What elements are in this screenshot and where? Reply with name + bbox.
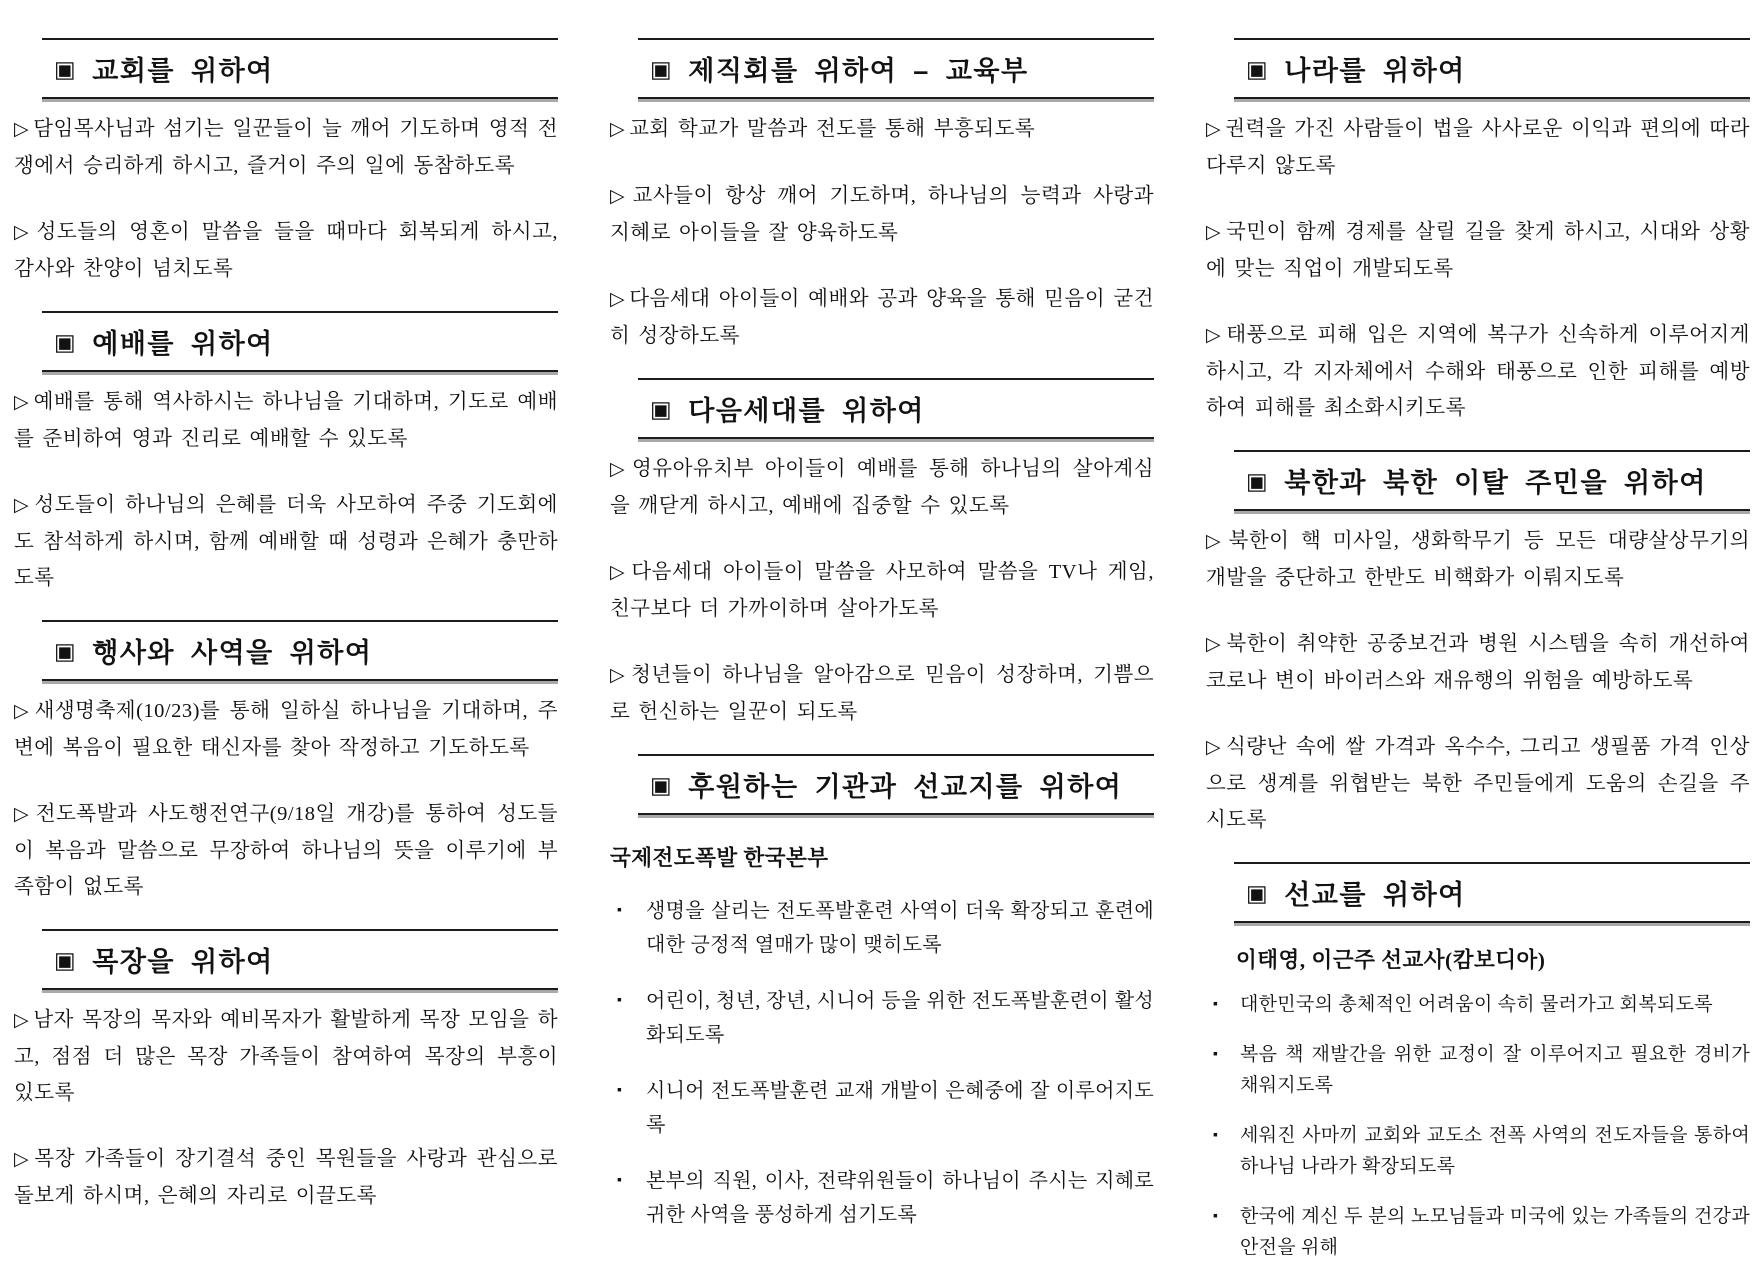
squared-square-marker-icon: ▣ (54, 329, 78, 355)
square-bullet-icon: ▪ (617, 1083, 623, 1098)
triangle-bullet-icon: ▷ (14, 804, 32, 825)
triangle-bullet-icon: ▷ (14, 222, 33, 243)
column-3 (1206, 38, 1750, 1282)
triangle-bullet-icon: ▷ (610, 186, 629, 207)
squared-square-marker-icon: ▣ (1246, 880, 1270, 906)
prayer-text: 새생명축제(10/23)를 통해 일하실 하나님을 기대하며, 주변에 복음이 필요한 태신자를 찾아 작정하고 기도하도록 (14, 700, 558, 759)
square-bullet-icon: ▪ (617, 993, 623, 1008)
section-header (1234, 450, 1750, 511)
prayer-item (610, 178, 1154, 251)
squared-square-marker-icon: ▣ (54, 56, 78, 82)
triangle-bullet-icon: ▷ (610, 459, 628, 480)
prayer-text: 생명을 살리는 전도폭발훈련 사역이 더욱 확장되고 훈련에 대한 긍정적 열매가 많이 맺히도록 (646, 900, 1154, 956)
section-title: 선교를 위하여 (1284, 880, 1466, 910)
prayer-item (14, 384, 558, 457)
section-next-generation (610, 378, 1154, 730)
square-bullet-icon: ▪ (617, 903, 623, 918)
square-bullet-icon: ▪ (1213, 997, 1219, 1012)
prayer-item (14, 796, 558, 905)
prayer-item (14, 1141, 558, 1214)
prayer-text: 세워진 사마끼 교회와 교도소 전폭 사역의 전도자들을 통하여 하나님 나라가 확장되도록 (1240, 1125, 1750, 1177)
prayer-text: 전도폭발과 사도행전연구(9/18일 개강)를 통하여 성도들이 복음과 말씀으로 무장하여 하나님의 뜻을 이루기에 부족함이 없도록 (14, 803, 558, 898)
triangle-bullet-icon: ▷ (1206, 634, 1223, 655)
section-worship (14, 311, 558, 596)
prayer-item (1206, 989, 1750, 1020)
prayer-item (610, 1164, 1154, 1232)
section-events-ministry (14, 620, 558, 905)
prayer-item (1206, 1039, 1750, 1101)
triangle-bullet-icon: ▷ (14, 392, 30, 413)
column-2 (610, 38, 1154, 1282)
prayer-text: 본부의 직원, 이사, 전략위원들이 하나님이 주시는 지혜로 귀한 사역을 풍성하게 섬기도록 (646, 1170, 1154, 1226)
section-title: 후원하는 기관과 선교지를 위하여 (688, 772, 1123, 802)
prayer-text: 교회 학교가 말씀과 전도를 통해 부흥되도록 (629, 118, 1036, 140)
prayer-item (14, 111, 558, 184)
triangle-bullet-icon: ▷ (610, 562, 628, 583)
triangle-bullet-icon: ▷ (1206, 531, 1225, 552)
section-header (42, 929, 558, 990)
section-header (1234, 38, 1750, 99)
prayer-text: 식량난 속에 쌀 가격과 옥수수, 그리고 생필품 가격 인상으로 생계를 위협받는 북한 주민들에게 도움의 손길을 주시도록 (1206, 736, 1750, 831)
prayer-item (610, 894, 1154, 962)
prayer-text: 한국에 계신 두 분의 노모님들과 미국에 있는 가족들의 건강과 안전을 위해 (1240, 1206, 1750, 1258)
section-title: 행사와 사역을 위하여 (92, 638, 373, 668)
prayer-text: 영유아유치부 아이들이 예배를 통해 하나님의 살아계심을 깨닫게 하시고, 예배에 집중할 수 있도록 (610, 458, 1154, 517)
prayer-text: 시니어 전도폭발훈련 교재 개발이 은혜중에 잘 이루어지도록 (646, 1080, 1154, 1136)
section-church (14, 38, 558, 287)
section-header (1234, 862, 1750, 923)
prayer-item (1206, 111, 1750, 184)
section-country (1206, 38, 1750, 426)
prayer-item (610, 281, 1154, 354)
triangle-bullet-icon: ▷ (14, 1149, 31, 1170)
triangle-bullet-icon: ▷ (610, 289, 626, 310)
prayer-text: 권력을 가진 사람들이 법을 사사로운 이익과 편의에 따라 다루지 않도록 (1206, 118, 1750, 177)
triangle-bullet-icon: ▷ (14, 1010, 30, 1031)
prayer-item (14, 1002, 558, 1111)
section-title: 북한과 북한 이탈 주민을 위하여 (1284, 468, 1707, 498)
triangle-bullet-icon: ▷ (1206, 222, 1222, 243)
prayer-text: 성도들의 영혼이 말씀을 들을 때마다 회복되게 하시고, 감사와 찬양이 넘치도록 (14, 221, 558, 280)
square-bullet-icon: ▪ (1213, 1209, 1219, 1224)
column-1 (14, 38, 558, 1282)
prayer-text: 성도들이 하나님의 은혜를 더욱 사모하여 주중 기도회에도 참석하게 하시며, 함께 예배할 때 성령과 은혜가 충만하도록 (14, 494, 558, 589)
prayer-text: 다음세대 아이들이 말씀을 사모하여 말씀을 TV나 게임, 친구보다 더 가까이하며 살아가도록 (610, 561, 1154, 620)
prayer-text: 국민이 함께 경제를 살릴 길을 찾게 하시고, 시대와 상황에 맞는 직업이 개발되도록 (1206, 221, 1750, 280)
section-title: 다음세대를 위하여 (688, 396, 925, 426)
prayer-item (1206, 523, 1750, 596)
prayer-text: 태풍으로 피해 입은 지역에 복구가 신속하게 이루어지게 하시고, 각 지자체에서 수해와 태풍으로 인한 피해를 예방하여 피해를 최소화시키도록 (1206, 324, 1750, 419)
section-title: 예배를 위하여 (92, 329, 274, 359)
prayer-text: 청년들이 하나님을 알아감으로 믿음이 성장하며, 기쁨으로 헌신하는 일꾼이 되도록 (610, 664, 1154, 723)
prayer-item (610, 111, 1154, 148)
squared-square-marker-icon: ▣ (650, 772, 674, 798)
prayer-text: 예배를 통해 역사하시는 하나님을 기대하며, 기도로 예배를 준비하여 영과 진리로 예배할 수 있도록 (14, 391, 558, 450)
prayer-text: 교사들이 항상 깨어 기도하며, 하나님의 능력과 사랑과 지혜로 아이들을 잘 양육하도록 (610, 185, 1154, 244)
triangle-bullet-icon: ▷ (14, 119, 30, 140)
missionary-subheading: 이태영, 이근주 선교사(캄보디아) (1236, 948, 1546, 972)
squared-square-marker-icon: ▣ (54, 947, 78, 973)
section-header (638, 754, 1154, 815)
section-title: 제직회를 위하여 – 교육부 (688, 56, 1029, 86)
square-bullet-icon: ▪ (1213, 1047, 1219, 1062)
prayer-item (1206, 1201, 1750, 1263)
prayer-text: 대한민국의 총체적인 어려움이 속히 물러가고 회복되도록 (1240, 994, 1713, 1015)
prayer-text: 복음 책 재발간을 위한 교정이 잘 이루어지고 필요한 경비가 채워지도록 (1240, 1044, 1750, 1096)
section-header (638, 38, 1154, 99)
prayer-text: 담임목사님과 섬기는 일꾼들이 늘 깨어 기도하며 영적 전쟁에서 승리하게 하시고, 즐거이 주의 일에 동참하도록 (14, 118, 558, 177)
triangle-bullet-icon: ▷ (14, 495, 31, 516)
triangle-bullet-icon: ▷ (610, 665, 628, 686)
prayer-item (610, 1074, 1154, 1142)
prayer-text: 북한이 취약한 공중보건과 병원 시스템을 속히 개선하여 코로나 변이 바이러스와 재유행의 위험을 예방하도록 (1206, 633, 1750, 692)
prayer-item (610, 554, 1154, 627)
prayer-item (610, 657, 1154, 730)
triangle-bullet-icon: ▷ (1206, 325, 1223, 346)
triangle-bullet-icon: ▷ (14, 701, 31, 722)
prayer-item (1206, 317, 1750, 426)
section-title: 나라를 위하여 (1284, 56, 1466, 86)
prayer-item (1206, 1120, 1750, 1182)
prayer-item (1206, 626, 1750, 699)
section-title: 교회를 위하여 (92, 56, 274, 86)
prayer-text: 목장 가족들이 장기결석 중인 목원들을 사랑과 관심으로 돌보게 하시며, 은혜의 자리로 이끌도록 (14, 1148, 558, 1207)
squared-square-marker-icon: ▣ (1246, 56, 1270, 82)
prayer-text: 다음세대 아이들이 예배와 공과 양육을 통해 믿음이 굳건히 성장하도록 (610, 288, 1154, 347)
prayer-item (14, 487, 558, 596)
section-committee-education (610, 38, 1154, 354)
squared-square-marker-icon: ▣ (650, 56, 674, 82)
triangle-bullet-icon: ▷ (610, 119, 626, 140)
squared-square-marker-icon: ▣ (650, 396, 674, 422)
section-mokjang (14, 929, 558, 1214)
section-north-korea (1206, 450, 1750, 838)
triangle-bullet-icon: ▷ (1206, 119, 1222, 140)
section-header (42, 38, 558, 99)
square-bullet-icon: ▪ (617, 1173, 623, 1188)
organization-subheading: 국제전도폭발 한국본부 (610, 846, 829, 870)
triangle-bullet-icon: ▷ (1206, 737, 1222, 758)
section-header (42, 620, 558, 681)
prayer-text: 북한이 핵 미사일, 생화학무기 등 모든 대량살상무기의 개발을 중단하고 한반도 비핵화가 이뤄지도록 (1206, 530, 1750, 589)
prayer-text: 남자 목장의 목자와 예비목자가 활발하게 목장 모임을 하고, 점점 더 많은 목장 가족들이 참여하여 목장의 부흥이 있도록 (14, 1009, 558, 1104)
section-header (638, 378, 1154, 439)
prayer-item (610, 984, 1154, 1052)
prayer-item (14, 214, 558, 287)
section-supported-organizations (610, 754, 1154, 1232)
prayer-item (14, 693, 558, 766)
square-bullet-icon: ▪ (1213, 1128, 1219, 1143)
prayer-item (610, 451, 1154, 524)
section-header (42, 311, 558, 372)
section-title: 목장을 위하여 (92, 947, 274, 977)
prayer-item (1206, 729, 1750, 838)
section-missions (1206, 862, 1750, 1263)
prayer-text: 어린이, 청년, 장년, 시니어 등을 위한 전도폭발훈련이 활성화되도록 (646, 990, 1154, 1046)
squared-square-marker-icon: ▣ (54, 638, 78, 664)
prayer-item (1206, 214, 1750, 287)
squared-square-marker-icon: ▣ (1246, 468, 1270, 494)
